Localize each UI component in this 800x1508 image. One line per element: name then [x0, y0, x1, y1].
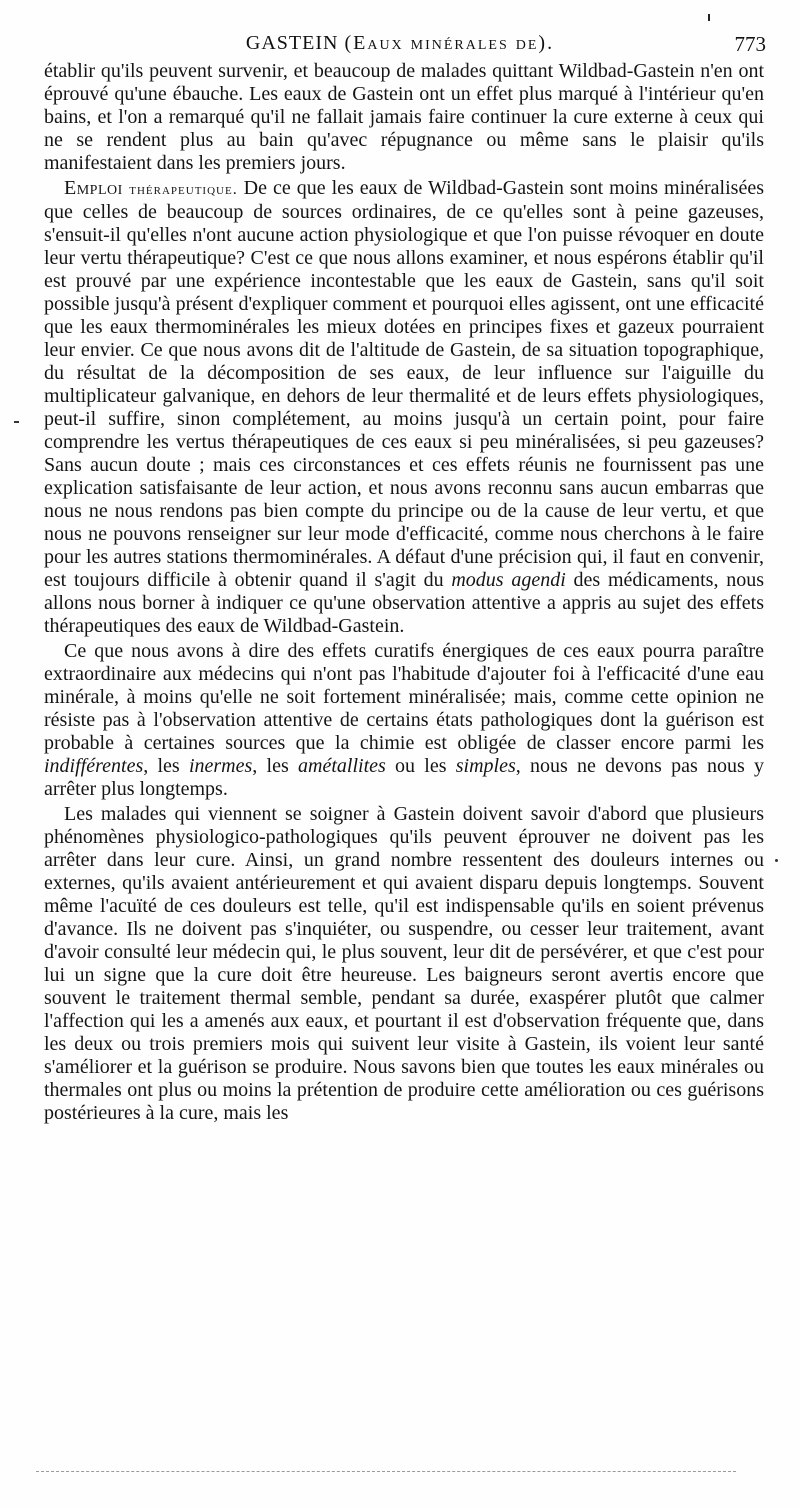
section-heading-word-small: thérapeutique.	[129, 181, 238, 198]
page-number-text: 773	[734, 32, 766, 56]
print-tick-mark	[708, 14, 710, 21]
body-text	[44, 60, 764, 1125]
paragraph-continuation: établir qu'ils peuvent survenir, et beaucoup de malades quittant Wildbad-Gastein n'en ont éprouvé qu'une ébauche. Les eaux de Gastein ont un effet plus marqué à l'intérieur qu'en bains, et l'on a remarqué qu'il ne fallait jamais faire continuer la cure externe à ceux qui ne se rendent plus au bain qu'avec répugnance ou même sans le plaisir qu'ils manifestaient dans les premiers jours.	[44, 60, 764, 174]
paragraph-therapeutic-use	[44, 177, 764, 638]
italic-term-simples: simples	[455, 755, 516, 777]
running-head	[0, 30, 800, 60]
paragraph-text-e: , nous ne devons pas nous y arrêter plus longtemps.	[44, 755, 765, 800]
page-number	[735, 32, 767, 57]
right-margin-mark	[775, 859, 778, 862]
italic-term-indifferentes: indifférentes	[44, 755, 144, 777]
footer-dashed-rule	[36, 1471, 736, 1472]
paragraph-patients: Les malades qui viennent se soigner à Gastein doivent savoir d'abord que plusieurs phénomènes physiologico-pathologiques qu'ils peuvent éprouver ne doivent pas les arrêter dans leur cure. Ainsi, un grand nombre ressentent des douleurs internes ou externes, qu'ils avaient antérieurement et qui avaient disparu depuis longtemps. Souvent même l'acuïté de ces douleurs est telle, qu'il est indispensable qu'ils en soient prévenus d'avance. Ils ne doivent pas s'inquiéter, ou suspendre, ou cesser leur traitement, avant d'avoir consulté leur médecin qui, le plus souvent, leur dit de persévérer, et que c'est pour lui un signe que la cure doit être heureuse. Les baigneurs seront avertis encore que souvent le traitement thermal semble, pendant sa durée, exaspérer plutôt que calmer l'affection qui les a amenés aux eaux, et pourtant il est d'observation fréquente que, dans les deux ou trois premiers mois qui suivent leur visite à Gastein, ils voient leur santé s'améliorer et la guérison se produire. Nous savons bien que toutes les eaux minérales ou thermales ont plus ou moins la prétention de produire cette amélioration ou ces guérisons postérieures à la cure, mais les	[44, 803, 764, 1124]
paragraph-text: De ce que les eaux de Wildbad-Gastein sont moins minéralisées que celles de beaucoup de sources ordinaires, de ce qu'elles sont à peine gazeuses, s'ensuit-il qu'elles n'ont aucune action physiologique et que l'on puisse révoquer en doute leur vertu thérapeutique? C'est ce que nous allons examiner, et nous espérons établir qu'il est prouvé par une expérience incontestable que les eaux de Gastein, sans qu'il soit possible jusqu'à présent d'expliquer comment et pourquoi elles agissent, ont une efficacité que les eaux thermominérales les mieux dotées en principes fixes et gazeux pourraient leur envier. Ce que nous avons dit de l'altitude de Gastein, de sa situation topographique, du résultat de la décomposition de ses eaux, de leur influence sur l'aiguille du multiplicateur galvanique, en dehors de leur thermalité et de leurs effets physiologiques, peut-il suffire, sinon complétement, au moins jusqu'à un certain point, pour faire comprendre les vertus thérapeutiques de ces eaux si peu minéralisées, si peu gazeuses? Sans aucun doute ; mais ces circonstances et ces effets réunis ne fournissent pas une explication satisfaisante de leur action, et nous avons reconnu sans aucun embarras que nous ne nous rendons pas bien compte du principe ou de la cause de leur vertu, et que nous ne pouvons renseigner sur leur mode d'efficacité, comme nous cherchons à le faire pour les autres stations thermominérales. A défaut d'une précision qui, il faut en convenir, est toujours difficile à obtenir quand il s'agit du	[44, 177, 764, 591]
running-title-sub: (Eaux minérales de).	[344, 32, 555, 54]
paragraph-text-a: Ce que nous avons à dire des effets curatifs énergiques de ces eaux pourra paraître extraordinaire aux médecins qui n'ont pas l'habitude d'ajouter foi à l'efficacité d'une eau minérale, à moins qu'elle ne soit fortement minéralisée; mais, comme cette opinion ne résiste pas à l'observation attentive de certains états pathologiques dont la guérison est probable à certaines sources que la chimie est obligée de classer encore parmi les	[44, 640, 764, 754]
running-title	[0, 32, 800, 55]
italic-term-ametallites: amétallites	[298, 755, 386, 777]
paragraph-text-c: , les	[252, 755, 299, 777]
paragraph-curative-effects	[44, 640, 764, 801]
running-title-main: GASTEIN	[245, 32, 339, 54]
italic-term-inermes: inermes	[188, 755, 253, 777]
left-margin-mark	[14, 421, 19, 423]
section-heading-word: Emploi	[64, 177, 123, 199]
italic-term: modus agendi	[451, 569, 566, 591]
paragraph-text-d: ou les	[385, 755, 456, 777]
paragraph-text-b: , les	[143, 755, 189, 777]
section-heading	[64, 177, 238, 199]
paragraph-text-end: des médicaments, nous allons nous borner à indiquer ce qu'une observation attentive a appris au sujet des effets thérapeutiques des eaux de Wildbad-Gastein.	[44, 569, 764, 637]
